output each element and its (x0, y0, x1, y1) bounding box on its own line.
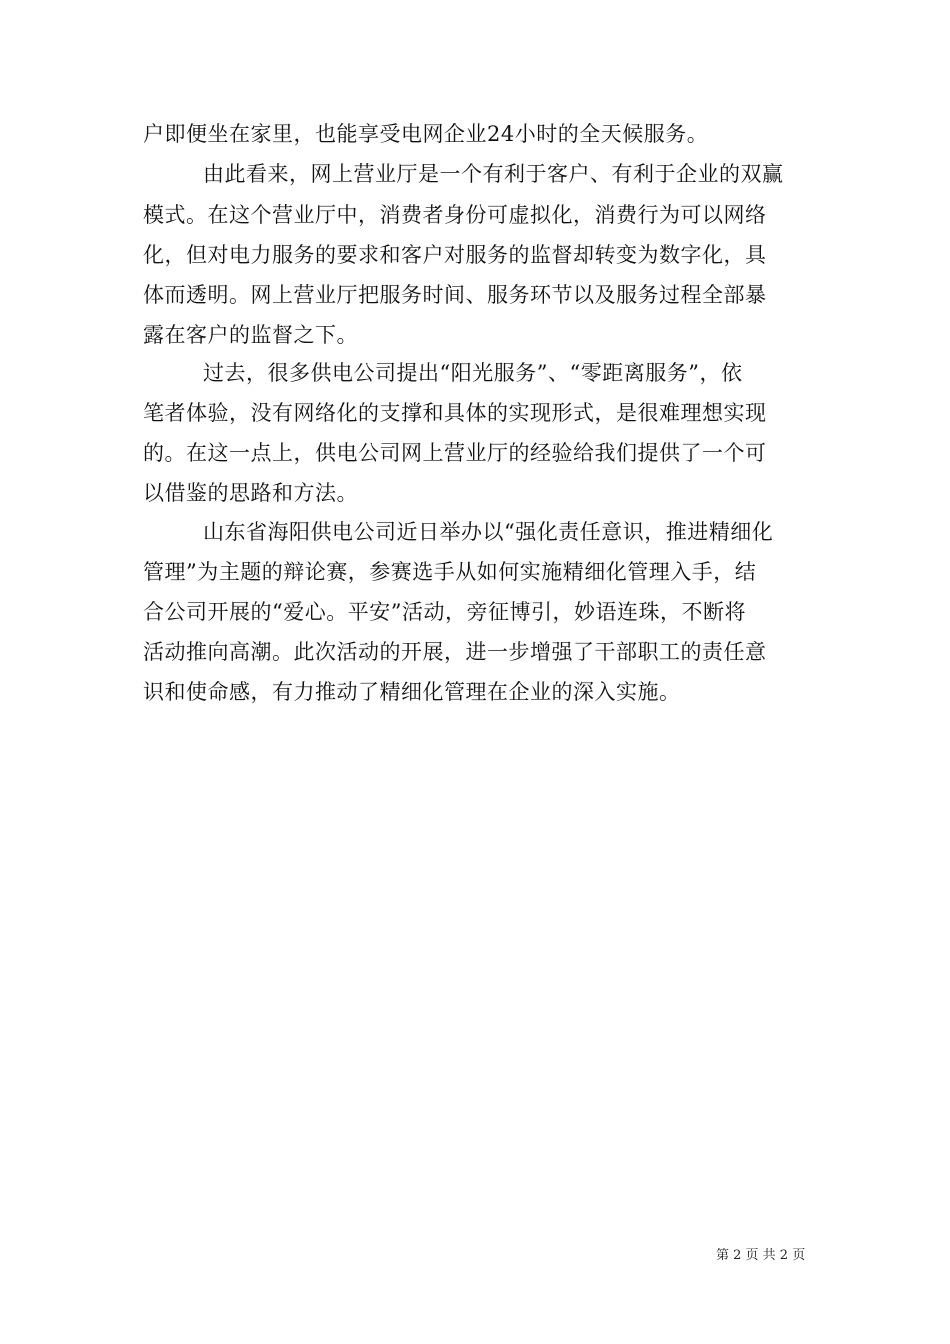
body-text-line: 管理”为主题的辩论赛，参赛选手从如何实施精细化管理入手，结 (143, 560, 757, 584)
paragraph-first-line: 由此看来，网上营业厅是一个有利于客户、有利于企业的双赢 (203, 162, 784, 186)
body-text-line: 识和使命感，有力推动了精细化管理在企业的深入实施。 (143, 680, 681, 704)
body-text-line: 化，但对电力服务的要求和客户对服务的监督却转变为数字化，具 (143, 243, 767, 267)
body-text-line: 的。在这一点上，供电公司网上营业厅的经验给我们提供了一个可 (143, 441, 767, 465)
body-text-line: 模式。在这个营业厅中，消费者身份可虚拟化，消费行为可以网络 (143, 203, 767, 227)
body-text-line: 体而透明。网上营业厅把服务时间、服务环节以及服务过程全部暴 (143, 283, 767, 307)
body-text-line: 活动推向高潮。此次活动的开展，进一步增强了干部职工的责任意 (143, 640, 767, 664)
page-number-footer: 第 2 页 共 2 页 (716, 1248, 806, 1263)
paragraph-first-line: 过去，很多供电公司提出“阳光服务”、“零距离服务”，依 (203, 361, 743, 385)
body-text-line: 合公司开展的“爱心。平安”活动，旁征博引，妙语连珠，不断将 (143, 600, 746, 624)
body-text-line: 以借鉴的思路和方法。 (143, 481, 358, 505)
paragraph-first-line: 山东省海阳供电公司近日举办以“强化责任意识，推进精细化 (203, 520, 774, 544)
body-text-line: 露在客户的监督之下。 (143, 323, 358, 347)
body-text-line: 笔者体验，没有网络化的支撑和具体的实现形式，是很难理想实现 (143, 401, 767, 425)
body-text-line: 户即便坐在家里，也能享受电网企业24小时的全天候服务。 (143, 122, 709, 146)
